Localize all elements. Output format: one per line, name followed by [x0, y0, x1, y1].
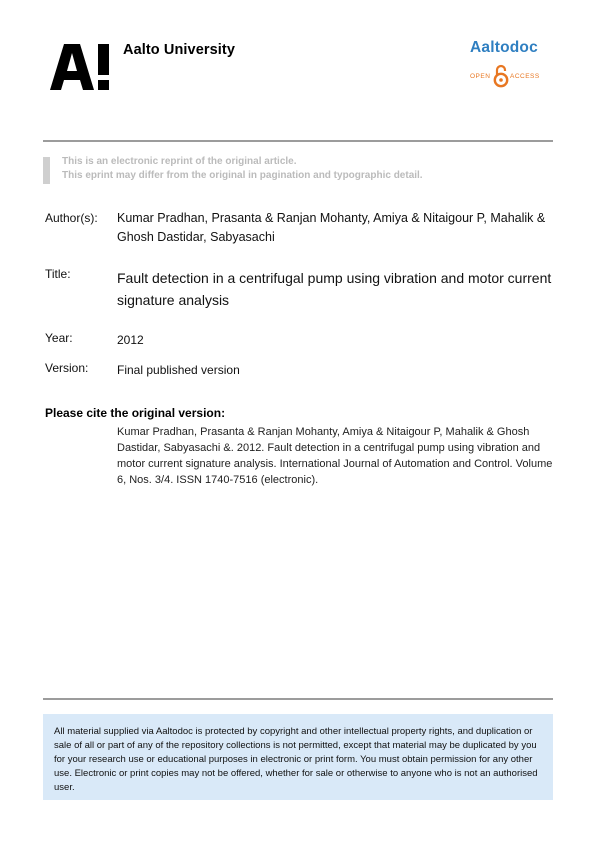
copyright-notice-text: All material supplied via Aaltodoc is protected by copyright and other intellectual property rights, and duplication or sale of all or part of any of the repository collections is not permitted, except that material may be duplicated by you for your research use or educational purposes in electronic or print form. You must obtain permission for any other use. Electronic or print copies may not be offered, whether for sale or otherwise to anyone who is not an authorised user. — [54, 726, 538, 793]
year-label: Year: — [45, 331, 73, 345]
aalto-a-exclamation-icon — [50, 44, 112, 90]
top-divider — [43, 140, 553, 142]
open-access-access-label: ACCESS — [510, 73, 540, 80]
aalto-logo — [50, 44, 112, 90]
repository-name[interactable]: Aaltodoc — [470, 39, 538, 56]
university-name: Aalto University — [123, 42, 235, 58]
citation-text: Kumar Pradhan, Prasanta & Ranjan Mohanty, Amiya & Nitaigour P, Mahalik & Ghosh Dastidar, Sabyasachi &. 2012. Fault detection in a centrifugal pump using vibration and motor current signature analysis. International Journal of Automation and Control. Volume 6, Nos. 3/4. ISSN 1740-7516 (electronic). — [117, 426, 553, 486]
citation-heading: Please cite the original version: — [45, 406, 226, 420]
open-lock-icon — [493, 64, 509, 88]
title-value: Fault detection in a centrifugal pump using vibration and motor current signature analysis — [117, 270, 552, 308]
title-label: Title: — [45, 267, 71, 281]
authors-label: Author(s): — [45, 211, 98, 225]
bottom-divider — [43, 698, 553, 700]
copyright-notice-box — [43, 714, 553, 800]
open-access-badge — [470, 64, 550, 90]
version-value: Final published version — [117, 363, 240, 377]
notice-accent-bar — [43, 157, 50, 184]
version-label: Version: — [45, 361, 89, 375]
authors-value: Kumar Pradhan, Prasanta & Ranjan Mohanty, Amiya & Nitaigour P, Mahalik & Ghosh Dastidar, Sabyasachi — [117, 211, 546, 244]
year-value: 2012 — [117, 333, 144, 347]
reprint-notice-line-2: This eprint may differ from the original in pagination and typographic detail. — [62, 170, 423, 181]
reprint-notice-line-1: This is an electronic reprint of the original article. — [62, 156, 297, 167]
open-access-open-label: OPEN — [470, 73, 491, 80]
